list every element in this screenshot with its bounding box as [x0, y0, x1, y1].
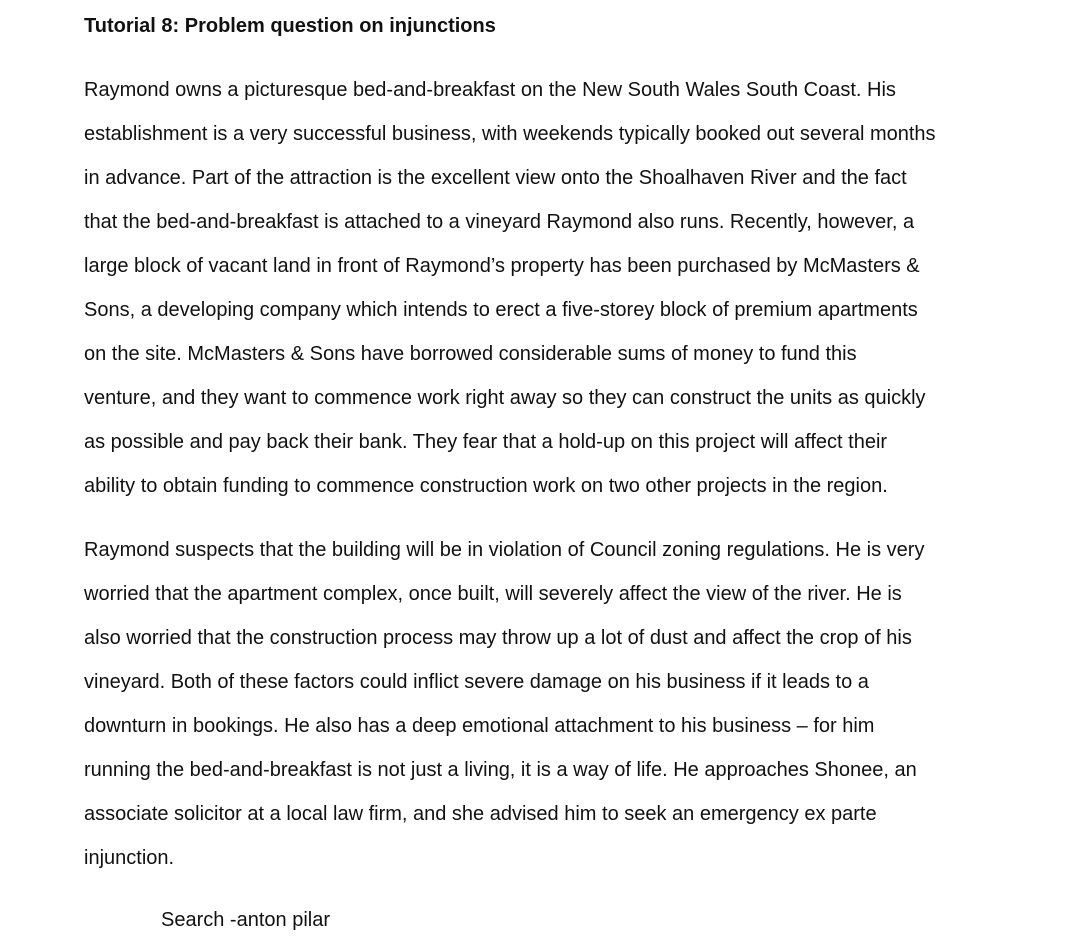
paragraph-2-line: Raymond suspects that the building will be in violation of Council zoning regulations. He is very: [84, 539, 925, 561]
paragraph-2-line: associate solicitor at a local law firm, and she advised him to seek an emergency ex parte: [84, 803, 877, 825]
paragraph-1-line: ability to obtain funding to commence construction work on two other projects in the region.: [84, 475, 888, 497]
paragraph-2-line: downturn in bookings. He also has a deep emotional attachment to his business – for him: [84, 715, 875, 737]
search-note: Search -anton pilar: [161, 909, 330, 931]
paragraph-1-line: large block of vacant land in front of Raymond’s property has been purchased by McMasters &: [84, 255, 920, 277]
paragraph-1-line: in advance. Part of the attraction is the excellent view onto the Shoalhaven River and the fact: [84, 167, 907, 189]
paragraph-2-line: running the bed-and-breakfast is not just a living, it is a way of life. He approaches Shonee, an: [84, 759, 917, 781]
paragraph-2-line: vineyard. Both of these factors could inflict severe damage on his business if it leads to a: [84, 671, 869, 693]
paragraph-2-line: worried that the apartment complex, once built, will severely affect the view of the river. He is: [84, 583, 902, 605]
paragraph-1: [84, 68, 1024, 508]
paragraph-2-line: also worried that the construction process may throw up a lot of dust and affect the crop of his: [84, 627, 912, 649]
paragraph-1-line: Sons, a developing company which intends to erect a five-storey block of premium apartments: [84, 299, 918, 321]
paragraph-2: [84, 528, 1024, 880]
paragraph-2-line: injunction.: [84, 847, 175, 869]
paragraph-1-line: that the bed-and-breakfast is attached to a vineyard Raymond also runs. Recently, however, a: [84, 211, 915, 233]
paragraph-1-line: establishment is a very successful business, with weekends typically booked out several months: [84, 123, 936, 145]
paragraph-1-line: on the site. McMasters & Sons have borrowed considerable sums of money to fund this: [84, 343, 857, 365]
paragraph-1-line: as possible and pay back their bank. They fear that a hold-up on this project will affect their: [84, 431, 888, 453]
paragraph-1-line: Raymond owns a picturesque bed-and-breakfast on the New South Wales South Coast. His: [84, 79, 896, 101]
document-title: Tutorial 8: Problem question on injunctions: [84, 15, 496, 37]
document-body: [84, 12, 1024, 880]
paragraph-1-line: venture, and they want to commence work right away so they can construct the units as quickly: [84, 387, 926, 409]
